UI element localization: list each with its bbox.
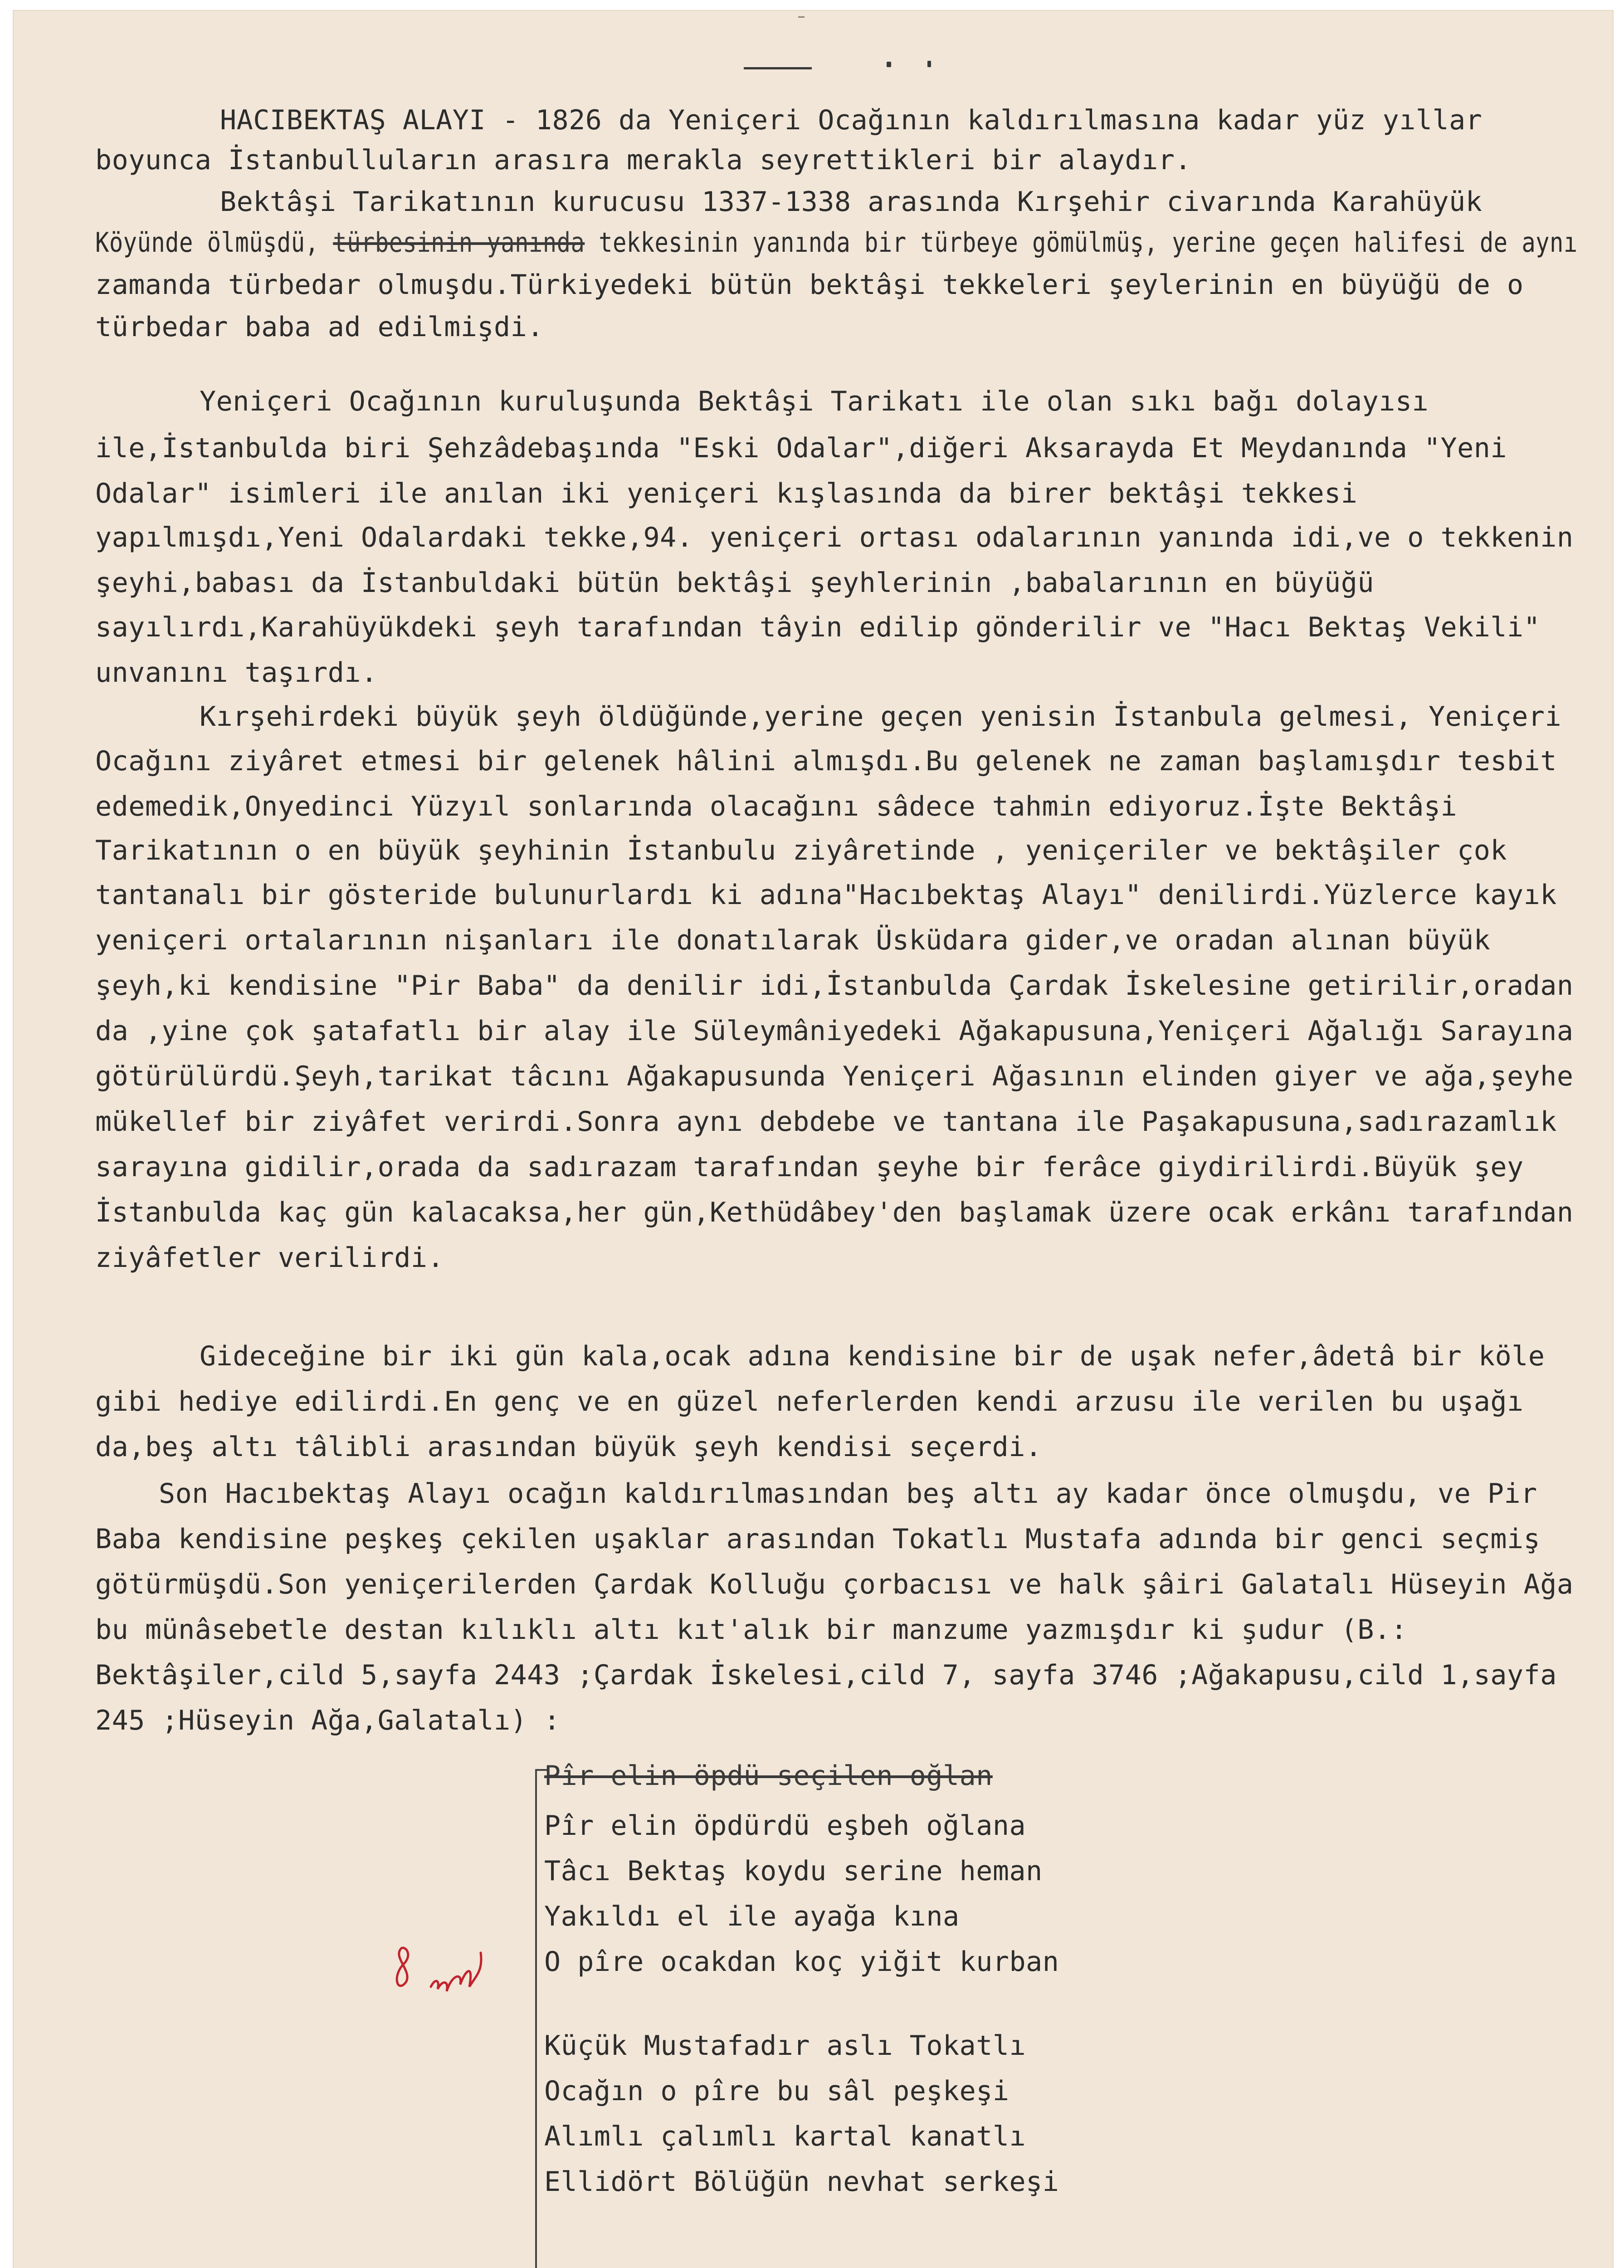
header-rule — [744, 67, 812, 74]
text-line: ziyâfetler verilirdi. — [95, 1242, 444, 1274]
text-line: 245 ;Hüseyin Ağa,Galatalı) : — [95, 1705, 561, 1736]
text-line: da,beş altı tâlibli arasından büyük şeyh kendisi seçerdi. — [95, 1431, 1042, 1463]
text-line: götürülürdü.Şeyh,tarikat tâcını Ağakapusunda Yeniçeri Ağasının elinden giyer ve ağa,şeyhe — [95, 1061, 1574, 1092]
text-line: sayılırdı,Karahüyükdeki şeyh tarafından tâyin edilip gönderilir ve "Hacı Bektaş Vekili" — [95, 611, 1541, 643]
text-line: edemedik,Onyedinci Yüzyıl sonlarında olacağını sâdece tahmin ediyoruz.İşte Bektâşi — [95, 791, 1458, 822]
text-line: Tarikatının o en büyük şeyhinin İstanbulu ziyâretinde , yeniçeriler ve bektâşiler çok — [95, 835, 1507, 866]
struck-text: türbesinin yanında — [333, 227, 585, 259]
text-line: götürmüşdü.Son yeniçerilerden Çardak Kolluğu çorbacısı ve halk şâiri Galatalı Hüseyin Ağa — [95, 1569, 1574, 1600]
text-line: Bektâşiler,cild 5,sayfa 2443 ;Çardak İskelesi,cild 7, sayfa 3746 ;Ağakapusu,cild 1,sayfa — [95, 1659, 1557, 1691]
text-line: Son Hacıbektaş Alayı ocağın kaldırılmasından beş altı ay kadar önce olmuşdu, ve Pir — [159, 1478, 1537, 1510]
poem-line: Tâcı Bektaş koydu serine heman — [544, 1855, 1043, 1887]
poem-line: O pîre ocakdan koç yiğit kurban — [544, 1946, 1059, 1978]
poem-line: Ellidört Bölüğün nevhat serkeşi — [544, 2166, 1059, 2198]
text-line: Kırşehirdeki büyük şeyh öldüğünde,yerine geçen yenisin İstanbula gelmesi, Yeniçeri — [200, 701, 1562, 733]
margin-note-word: nefah — [442, 2025, 444, 2026]
text-line: Odalar" isimleri ile anılan iki yeniçeri kışlasında da birer bektâşi tekkesi — [95, 478, 1358, 509]
text-line: yapılmışdı,Yeni Odalardaki tekke,94. yeniçeri ortası odalarının yanında idi,ve o tekkenin — [95, 522, 1574, 553]
poem-line: Küçük Mustafadır aslı Tokatlı — [544, 2030, 1026, 2062]
text-line: şeyh,ki kendisine "Pir Baba" da denilir idi,İstanbulda Çardak İskelesine getirilir,oradan — [95, 970, 1574, 1002]
text-line: tantanalı bir gösteride bulunurlardı ki adına"Hacıbektaş Alayı" denilirdi.Yüzlerce kayık — [95, 879, 1557, 911]
text-line: Gideceğine bir iki gün kala,ocak adına kendisine bir de uşak nefer,âdetâ bir köle — [200, 1340, 1545, 1372]
text-line: HACIBEKTAŞ ALAYI - 1826 da Yeniçeri Ocağının kaldırılmasına kadar yüz yıllar — [220, 104, 1483, 136]
text-line: Bektâşi Tarikatının kurucusu 1337-1338 arasında Kırşehir civarında Karahüyük — [220, 186, 1483, 218]
red-pencil-margin-note — [388, 1944, 519, 2034]
header-dot — [887, 62, 891, 67]
text-line: zamanda türbedar olmuşdu.Türkiyedeki bütün bektâşi tekkeleri şeylerinin en büyüğü de o — [95, 269, 1524, 301]
text-line: Ocağını ziyâret etmesi bir gelenek hâlini almışdı.Bu gelenek ne zaman başlamışdır tesbit — [95, 745, 1557, 777]
text-line: mükellef bir ziyâfet verirdi.Sonra aynı debdebe ve tantana ile Paşakapusuna,sadırazamlık — [95, 1106, 1557, 1138]
edge-mark — [798, 16, 805, 18]
margin-note-number: 8 — [392, 2025, 393, 2026]
text-line: İstanbulda kaç gün kalacaksa,her gün,Kethüdâbey'den başlamak üzere ocak erkânı tarafından — [95, 1197, 1574, 1228]
text-line: şeyhi,babası da İstanbuldaki bütün bektâşi şeyhlerinin ,babalarının en büyüğü — [95, 567, 1374, 599]
text-line: Köyünde ölmüşdü, türbesinin yanında tekkesinin yanında bir türbeye gömülmüş, yerine geçen halifesi de aynı — [95, 227, 1578, 259]
text-line: unvanını taşırdı. — [95, 657, 378, 689]
text-line: Baba kendisine peşkeş çekilen uşaklar arasından Tokatlı Mustafa adında bir genci seçmiş — [95, 1523, 1541, 1555]
poem-line: Pîr elin öpdürdü eşbeh oğlana — [544, 1810, 1026, 1842]
margin-note-number-glyph — [397, 1948, 408, 1986]
header-dot — [927, 61, 931, 67]
text-line: da ,yine çok şatafatlı bir alay ile Süleymâniyedeki Ağakapusuna,Yeniçeri Ağalığı Sarayına — [95, 1015, 1574, 1047]
text-line: bu münâsebetle destan kılıklı altı kıt'alık bir manzume yazmışdır ki şudur (B.: — [95, 1614, 1408, 1646]
poem-line: Alımlı çalımlı kartal kanatlı — [544, 2121, 1026, 2152]
text-line: gibi hediye edilirdi.En genç ve en güzel neferlerden kendi arzusu ile verilen bu uşağı — [95, 1386, 1524, 1418]
struck-poem-line: Pîr elin öpdü seçilen oğlan — [544, 1760, 993, 1792]
text-line: yeniçeri ortalarının nişanları ile donatılarak Üsküdara gider,ve oradan alınan büyük — [95, 924, 1491, 956]
text-line: sarayına gidilir,orada da sadırazam tarafından şeyhe bir ferâce giydirilirdi.Büyük şey — [95, 1151, 1524, 1183]
text-line: ile,İstanbulda biri Şehzâdebaşında "Eski Odalar",diğeri Aksarayda Et Meydanında "Yeni — [95, 432, 1507, 464]
margin-note-word-glyph — [431, 1953, 481, 1991]
poem-line: Ocağın o pîre bu sâl peşkeşi — [544, 2075, 1010, 2107]
text-line: boyunca İstanbulluların arasıra merakla seyrettikleri bir alaydır. — [95, 144, 1192, 176]
poem-line: Yakıldı el ile ayağa kına — [544, 1901, 960, 1932]
text-line: türbedar baba ad edilmişdi. — [95, 311, 544, 343]
text-line: Yeniçeri Ocağının kuruluşunda Bektâşi Tarikatı ile olan sıkı bağı dolayısı — [200, 386, 1429, 417]
